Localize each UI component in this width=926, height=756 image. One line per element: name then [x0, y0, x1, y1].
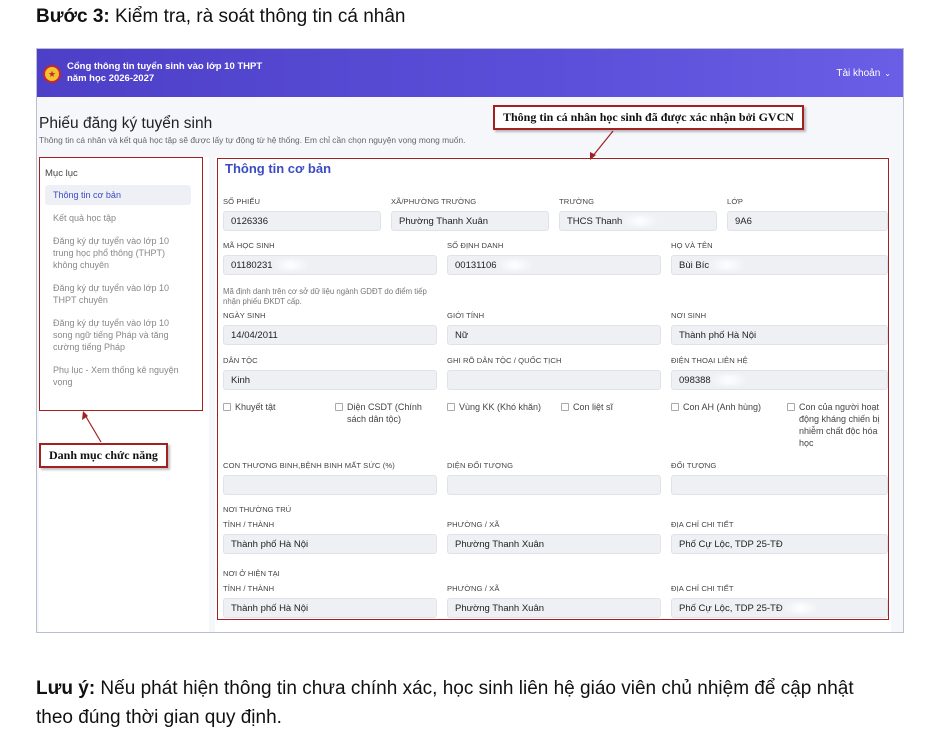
noi-sinh-label: NƠI SINH — [671, 311, 707, 320]
xa-phuong-truong-label: XÃ/PHƯỜNG TRƯỜNG — [391, 197, 477, 206]
note-text: Nếu phát hiện thông tin chưa chính xác, học sinh liên hệ giáo viên chủ nhiệm để cập nhật theo đúng thời gian quy định. — [36, 678, 854, 728]
sidebar-item-thong-tin-co-ban[interactable]: Thông tin cơ bản — [45, 185, 191, 205]
info-callout-arrow — [592, 131, 613, 157]
checkbox-label: Vùng KK (Khó khăn) — [459, 402, 542, 412]
ma-hoc-sinh-value: 01180231 — [231, 260, 273, 271]
thuong-tru-tinh-value[interactable]: Thành phố Hà Nội — [223, 534, 437, 554]
step-text: Kiểm tra, rà soát thông tin cá nhân — [109, 6, 406, 27]
app-header — [37, 49, 903, 97]
thuong-tru-phuong-value[interactable]: Phường Thanh Xuân — [447, 534, 661, 554]
hien-tai-dia-chi-value: Phố Cự Lộc, TDP 25-TĐ — [679, 603, 783, 614]
ghi-ro-dan-toc-label: GHI RÕ DÂN TỘC / QUỐC TỊCH — [447, 356, 562, 365]
thuong-tru-group-label: NƠI THƯỜNG TRÚ — [223, 505, 292, 514]
ngay-sinh-label: NGÀY SINH — [223, 311, 266, 320]
thuong-tru-tinh-label: TỈNH / THÀNH — [223, 520, 275, 529]
ho-va-ten-label: HỌ VÀ TÊN — [671, 241, 713, 250]
page-subtitle: Thông tin cá nhân và kết quả học tập sẽ được lấy tự động từ hệ thống. Em chỉ cần chọn nguyện vọng mong muốn. — [39, 135, 466, 145]
checkbox-label: Diện CSDT (Chính sách dân tộc) — [347, 402, 422, 424]
app-title-line1: Cổng thông tin tuyển sinh vào lớp 10 THPT — [67, 61, 263, 72]
dien-doi-tuong-label: DIỆN ĐỐI TƯỢNG — [447, 461, 514, 470]
sidebar-item-thpt-khong-chuyen[interactable]: Đăng ký dự tuyển vào lớp 10 trung học phổ thông (THPT) không chuyên — [53, 236, 169, 270]
sidebar-title: Mục lục — [45, 168, 78, 179]
checkbox-label: Khuyết tật — [235, 402, 276, 412]
gioi-tinh-label: GIỚI TÍNH — [447, 311, 485, 320]
ngay-sinh-value[interactable]: 14/04/2011 — [223, 325, 437, 345]
hien-tai-tinh-label: TỈNH / THÀNH — [223, 584, 275, 593]
note-label: Lưu ý: — [36, 678, 96, 699]
page-title: Phiếu đăng ký tuyển sinh — [39, 115, 213, 132]
dan-toc-label: DÂN TỘC — [223, 356, 258, 365]
sidebar-highlight-frame — [39, 157, 203, 411]
checkbox-label: Con AH (Anh hùng) — [683, 402, 762, 412]
con-thuong-binh-label: CON THƯƠNG BINH,BỆNH BINH MẤT SỨC (%) — [223, 461, 395, 470]
panel-highlight-frame — [217, 158, 889, 620]
info-confirmed-callout: Thông tin cá nhân học sinh đã được xác nhận bởi GVCN — [493, 105, 804, 130]
ho-va-ten-value: Bùi Bíc — [679, 260, 710, 271]
thuong-tru-dia-chi-value[interactable]: Phố Cự Lộc, TDP 25-TĐ — [671, 534, 888, 554]
step-label: Bước 3: — [36, 6, 110, 27]
thuong-tru-phuong-label: PHƯỜNG / XÃ — [447, 520, 500, 529]
hien-tai-phuong-label: PHƯỜNG / XÃ — [447, 584, 500, 593]
noi-sinh-value[interactable]: Thành phố Hà Nội — [671, 325, 888, 345]
hien-tai-group-label: NƠI Ở HIỆN TẠI — [223, 569, 280, 578]
so-dinh-danh-value: 00131106 — [455, 260, 497, 271]
dan-toc-value[interactable]: Kinh — [223, 370, 437, 390]
sidebar-item-ket-qua-hoc-tap[interactable]: Kết quả học tập — [53, 213, 117, 223]
app-title — [67, 61, 327, 85]
account-menu[interactable] — [836, 68, 891, 79]
function-menu-callout: Danh mục chức năng — [39, 443, 168, 468]
hien-tai-dia-chi-label: ĐỊA CHỈ CHI TIẾT — [671, 584, 734, 593]
hien-tai-phuong-value[interactable]: Phường Thanh Xuân — [447, 598, 661, 618]
portal-logo-icon[interactable]: ★ — [43, 65, 61, 83]
step-heading — [36, 6, 405, 28]
chevron-down-icon: ⌄ — [884, 69, 891, 78]
checkbox-label: Con của người hoạt động kháng chiến bị nhiễm chất độc hóa học — [799, 402, 880, 448]
ma-hoc-sinh-label: MÃ HỌC SINH — [223, 241, 275, 250]
doi-tuong-label: ĐỐI TƯỢNG — [671, 461, 717, 470]
dien-thoai-value: 098388 — [679, 375, 711, 386]
dien-thoai-label: ĐIỆN THOẠI LIÊN HỆ — [671, 356, 748, 365]
app-title-line2: năm học 2026-2027 — [67, 73, 155, 84]
so-phieu-value[interactable]: 0126336 — [223, 211, 381, 231]
portal-screenshot — [36, 48, 904, 633]
gioi-tinh-value[interactable]: Nữ — [447, 325, 661, 345]
truong-value: THCS Thanh — [567, 216, 623, 227]
note-paragraph — [36, 674, 886, 732]
so-phieu-label: SỐ PHIẾU — [223, 197, 261, 206]
lop-value[interactable]: 9A6 — [727, 211, 888, 231]
xa-phuong-truong-value[interactable]: Phường Thanh Xuân — [391, 211, 549, 231]
sidebar-item-song-ngu-phap[interactable]: Đăng ký dự tuyển vào lớp 10 song ngữ tiếng Pháp và tăng cường tiếng Pháp — [53, 318, 169, 352]
lop-label: LỚP — [727, 197, 744, 206]
sidebar-item-thpt-chuyen[interactable]: Đăng ký dự tuyển vào lớp 10 THPT chuyên — [53, 283, 169, 305]
checkbox-label: Con liệt sĩ — [573, 402, 614, 412]
account-label: Tài khoản — [836, 68, 881, 79]
so-dinh-danh-label: SỐ ĐỊNH DANH — [447, 241, 504, 250]
hien-tai-tinh-value[interactable]: Thành phố Hà Nội — [223, 598, 437, 618]
truong-label: TRƯỜNG — [559, 197, 595, 206]
sidebar-item-phu-luc[interactable]: Phụ lục - Xem thống kê nguyện vọng — [53, 365, 179, 387]
ma-dinh-danh-note: Mã định danh trên cơ sở dữ liệu ngành GDĐT do điểm tiếp nhận phiếu ĐKDT cấp. — [223, 287, 427, 306]
panel-title: Thông tin cơ bản — [225, 161, 332, 176]
thuong-tru-dia-chi-label: ĐỊA CHỈ CHI TIẾT — [671, 520, 734, 529]
